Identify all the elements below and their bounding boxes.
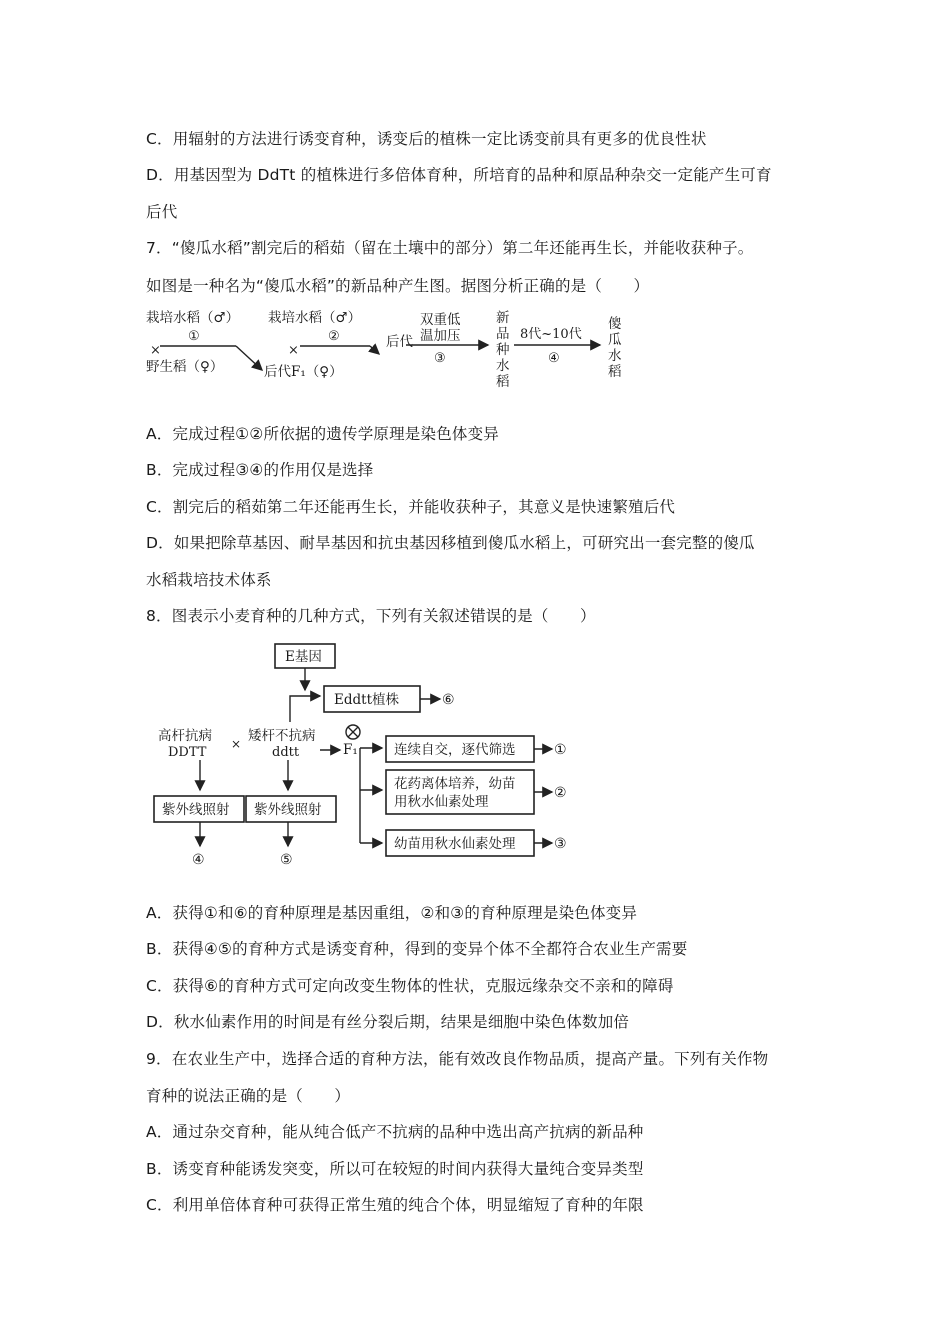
cross-symbol: × [231,737,242,751]
output-1: ① [554,742,567,758]
short-susceptible-genotype: ddtt [272,745,300,760]
option-d-q8: D．秋水仙素作用的时间是有丝分裂后期，结果是细胞中染色体数加倍 [146,1013,630,1031]
figure-wheat-breeding [140,638,590,870]
option-c-q7: C．割完后的稻茹第二年还能再生长，并能收获种子，其意义是快速繁殖后代 [146,498,676,516]
question-9-stem: 9．在农业生产中，选择合适的育种方法，能有效改良作物品质，提高产量。下列有关作物 [146,1050,769,1068]
question-9-stem-cont: 育种的说法正确的是（ ） [146,1087,351,1105]
output-3: ③ [554,836,567,852]
option-a-q7: A．完成过程①②所依据的遗传学原理是染色体变异 [146,425,499,443]
output-6: ⑥ [442,692,455,708]
option-a-q9: A．通过杂交育种，能从纯合低产不抗病的品种中选出高产抗病的新品种 [146,1123,644,1141]
silly-rice-result: 傻瓜水稻 [608,316,622,380]
output-5: ⑤ [280,852,293,868]
generations-label: 8代~10代 [520,327,582,342]
option-d-q7-cont: 水稻栽培技术体系 [146,571,272,589]
path-1-label: 连续自交，逐代筛选 [394,742,516,758]
arrow-step-2-down [370,346,379,354]
double-low-temp-pressure: 双重低 [420,312,461,328]
double-low-temp-pressure-2: 温加压 [420,328,461,344]
option-b-q9: B．诱变育种能诱发突变，所以可在较短的时间内获得大量纯合变异类型 [146,1160,644,1178]
wild-rice-female: 野生稻（♀） [146,359,224,375]
option-d-q7: D．如果把除草基因、耐旱基因和抗虫基因移植到傻瓜水稻上，可研究出一套完整的傻瓜 [146,534,755,552]
option-a-q8: A．获得①和⑥的育种原理是基因重组，②和③的育种原理是染色体变异 [146,904,638,922]
option-b-q7: B．完成过程③④的作用仅是选择 [146,461,374,479]
cultivated-rice-male-2: 栽培水稻（♂） [268,310,362,326]
f1-label: F₁ [343,742,358,758]
option-c-q6: C．用辐射的方法进行诱变育种，诱变后的植株一定比诱变前具有更多的优良性状 [146,130,707,148]
cross-symbol-1: × [150,343,161,358]
figure-rice-breeding [144,308,634,390]
output-4: ④ [192,852,205,868]
option-c-q8: C．获得⑥的育种方式可定向改变生物体的性状，克服远缘杂交不亲和的障碍 [146,977,674,995]
path-2-label-line1: 花药离体培养，幼苗 [394,776,516,792]
step-1-label: ① [188,329,200,344]
tall-resistant-genotype: DDTT [168,745,207,760]
offspring-f1-female: 后代F₁（♀） [264,364,343,380]
cultivated-rice-male-1: 栽培水稻（♂） [146,310,240,326]
step-3-label: ③ [434,351,446,366]
option-c-q9: C．利用单倍体育种可获得正常生殖的纯合个体，明显缩短了育种的年限 [146,1196,644,1214]
short-susceptible-name: 矮杆不抗病 [248,728,316,744]
step-4-label: ④ [548,351,560,366]
path-3-label: 幼苗用秋水仙素处理 [394,836,516,852]
offspring-label: 后代 [386,334,413,350]
e-gene-label: E基因 [285,649,322,665]
output-2: ② [554,785,567,801]
uv-label-1: 紫外线照射 [162,802,230,818]
question-7-stem-cont: 如图是一种名为“傻瓜水稻”的新品种产生图。据图分析正确的是（ ） [146,277,650,295]
new-variety-rice: 新品种水稻 [496,310,510,390]
arrow-to-eddtt [290,696,320,722]
uv-label-2: 紫外线照射 [254,802,322,818]
option-d-q6-cont: 后代 [146,203,178,221]
step-2-label: ② [328,329,340,344]
path-2-label-line2: 用秋水仙素处理 [394,794,489,810]
question-7-stem: 7．“傻瓜水稻”割完后的稻茹（留在土壤中的部分）第二年还能再生长，并能收获种子。 [146,239,754,257]
cross-symbol-2: × [288,343,299,358]
option-d-q6: D．用基因型为 DdTt 的植株进行多倍体育种，所培育的品种和原品种杂交一定能产生可育 [146,166,772,184]
arrow-to-f1 [236,346,262,370]
question-8-stem: 8．图表示小麦育种的几种方式，下列有关叙述错误的是（ ） [146,607,596,625]
eddtt-label: Eddtt植株 [334,692,399,708]
tall-resistant-name: 高杆抗病 [158,728,212,744]
option-b-q8: B．获得④⑤的育种方式是诱变育种，得到的变异个体不全都符合农业生产需要 [146,940,688,958]
